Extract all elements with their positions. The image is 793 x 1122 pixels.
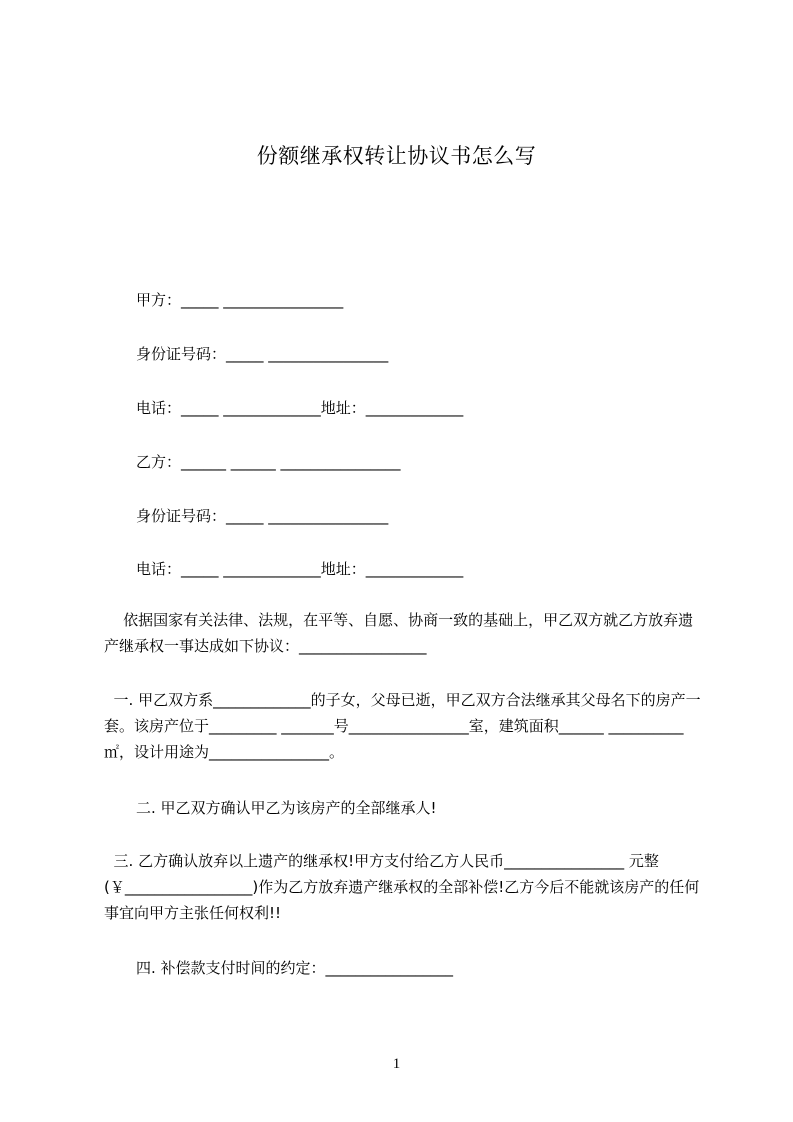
party-b-contact-line: 电话：_____ _____________地址：_____________ [136, 560, 464, 578]
page-number: 1 [392, 1056, 401, 1072]
party-b-id-line: 身份证号码：_____ ________________ [136, 507, 389, 525]
party-a-contact-line: 电话：_____ _____________地址：_____________ [136, 399, 464, 417]
document-title: 份额继承权转让协议书怎么写 [256, 144, 537, 168]
clause-2-paragraph: 二. 甲乙双方确认甲乙为该房产的全部继承人! [136, 799, 437, 817]
party-b-name-line: 乙方：______ ______ ________________ [136, 453, 401, 471]
clause-4-paragraph: 四. 补偿款支付时间的约定：_________________ [136, 959, 454, 977]
party-a-id-line: 身份证号码：_____ ________________ [136, 345, 389, 363]
clause-1-paragraph: 一. 甲乙双方系_____________的子女，父母已逝，甲乙双方合法继承其父母名下的房产一套。该房产位于_________ _______号________________室，建筑面积______ __________㎡，设计用途为________________。 [104, 691, 701, 761]
clause-3-paragraph: 三. 乙方确认放弃以上遗产的继承权!甲方支付给乙方人民币________________ 元整(￥_________________)作为乙方放弃遗产继承权的全部补偿!乙方今后不能就该房产的任何事宜向甲方主张任何权利!! [104, 852, 700, 922]
intro-paragraph: 依据国家有关法律、法规，在平等、自愿、协商一致的基础上，甲乙双方就乙方放弃遗产继承权一事达成如下协议：_________________ [104, 611, 694, 655]
party-a-name-line: 甲方：_____ ________________ [136, 291, 344, 309]
